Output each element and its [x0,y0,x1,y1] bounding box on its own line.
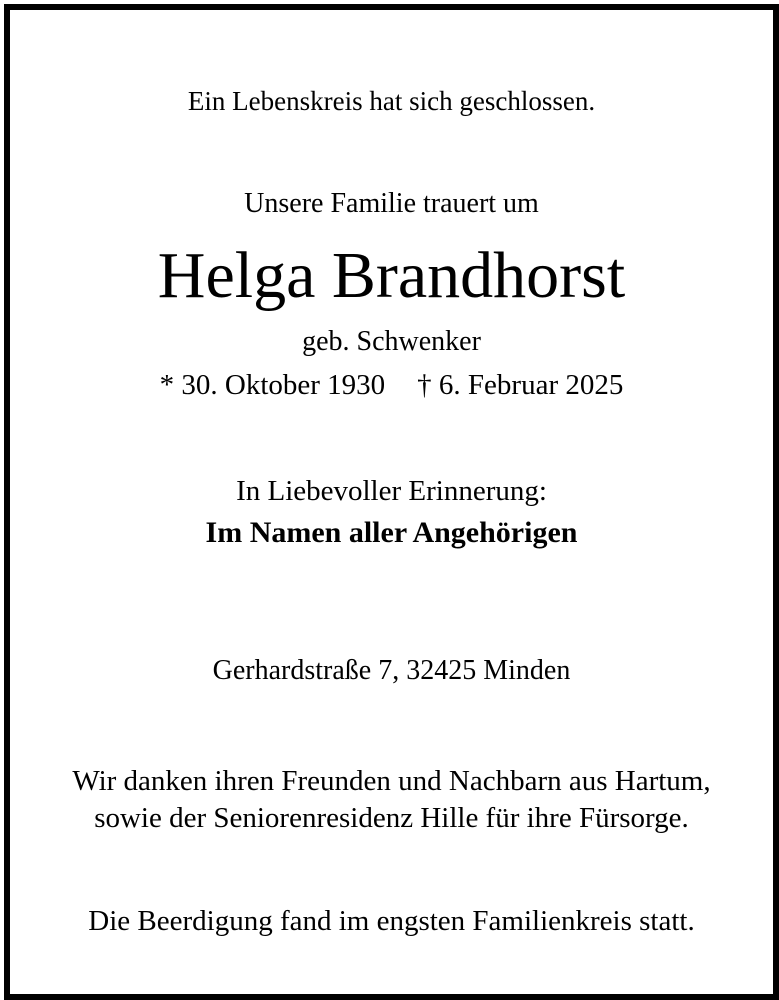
life-dates [10,371,773,400]
obituary-frame [4,4,779,1000]
intro-text: Ein Lebenskreis hat sich geschlossen. [187,86,596,116]
deceased-name: Helga Brandhorst [157,239,626,312]
funeral-note: Die Beerdigung fand im engsten Familienkreis statt. [88,905,695,937]
address: Gerhardstraße 7, 32425 Minden [212,655,571,686]
thanks-line-2: sowie der Seniorenresidenz Hille für ihre Fürsorge. [94,802,689,834]
memory-line: In Liebevoller Erinnerung: [236,475,547,507]
signed-by: Im Namen aller Angehörigen [205,516,578,549]
birth-name: geb. Schwenker [302,326,481,357]
birth-date: * 30. Oktober 1930 [159,369,386,401]
mourning-line: Unsere Familie trauert um [244,188,539,219]
death-date: † 6. Februar 2025 [417,369,624,401]
thanks-line-1: Wir danken ihren Freunden und Nachbarn aus Hartum, [72,765,711,797]
